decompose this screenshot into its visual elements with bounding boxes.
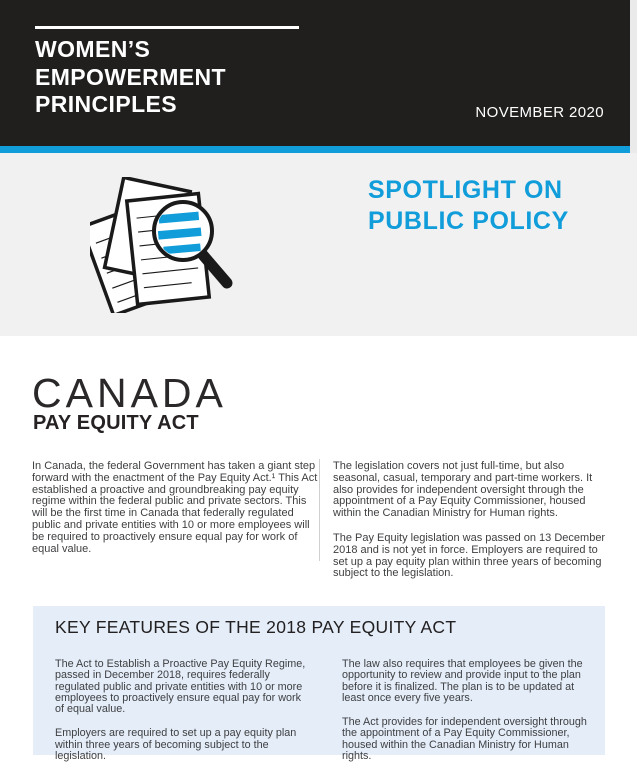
lens-highlight-bars-icon xyxy=(157,211,203,254)
intro-column-left xyxy=(32,461,318,568)
banner-title-line1: SPOTLIGHT ON xyxy=(368,176,563,204)
intro-column-right xyxy=(333,461,613,593)
country-heading: CANADA xyxy=(32,370,227,416)
masthead-title-line1: WOMEN’S xyxy=(35,36,151,62)
masthead-rule xyxy=(35,26,299,29)
documents-magnifier-icon xyxy=(90,177,235,313)
accent-bar xyxy=(0,146,630,153)
masthead xyxy=(0,0,630,146)
masthead-title xyxy=(35,36,226,119)
intro-paragraph-left: In Canada, the federal Government has taken a giant step forward with the enactment of the Pay Equity Act.¹ This Act established a proactive and groundbreaking pay equity regime within the federal public and private sectors. This will be the first time in Canada that federally regulated public and private entities with 10 or more employees will be required to proactively ensure equal pay for work of equal value. xyxy=(32,460,318,555)
masthead-title-line2: EMPOWERMENT xyxy=(35,63,226,90)
intro-paragraph-right-2: The Pay Equity legislation was passed on 13 December 2018 and is not yet in force. Employers are required to set up a pay equity plan within three years of becoming subject to the legislation. xyxy=(333,531,606,580)
page-edge-strip xyxy=(630,0,637,153)
banner xyxy=(0,153,637,336)
issue-date: NOVEMBER 2020 xyxy=(475,104,604,121)
key-features-column-left xyxy=(55,659,307,775)
column-divider xyxy=(319,459,320,561)
banner-title-line2: PUBLIC POLICY xyxy=(368,207,569,235)
key-features-left-1: The Act to Establish a Proactive Pay Equity Regime, passed in December 2018, requires federally regulated public and private entities with 10 or more employees to proactively ensure equal pay for work of equal value. xyxy=(55,658,306,716)
key-features-box xyxy=(33,606,605,763)
key-features-right-1: The law also requires that employees be given the opportunity to review and provide input to the plan before it is finalized. The plan is to be updated at least once every five years. xyxy=(342,658,583,704)
intro-paragraph-right-1: The legislation covers not just full-time, but also seasonal, casual, temporary and part-time workers. It also provides for independent oversight through the appointment of a Pay Equity Commissioner, housed within the Canadian Ministry for Human rights. xyxy=(333,460,593,520)
key-features-heading: KEY FEATURES OF THE 2018 PAY EQUITY ACT xyxy=(55,617,457,637)
key-features-column-right xyxy=(342,659,596,775)
key-features-right-2: The Act provides for independent oversight through the appointment of a Pay Equity Commissioner, housed within the Canadian Ministry for Human rights. xyxy=(342,716,587,763)
act-title: PAY EQUITY ACT xyxy=(33,412,199,434)
banner-title xyxy=(368,175,569,237)
key-features-left-2: Employers are required to set up a pay equity plan within three years of becoming subject to the legislation. xyxy=(55,727,297,763)
masthead-title-line3: PRINCIPLES xyxy=(35,91,178,117)
